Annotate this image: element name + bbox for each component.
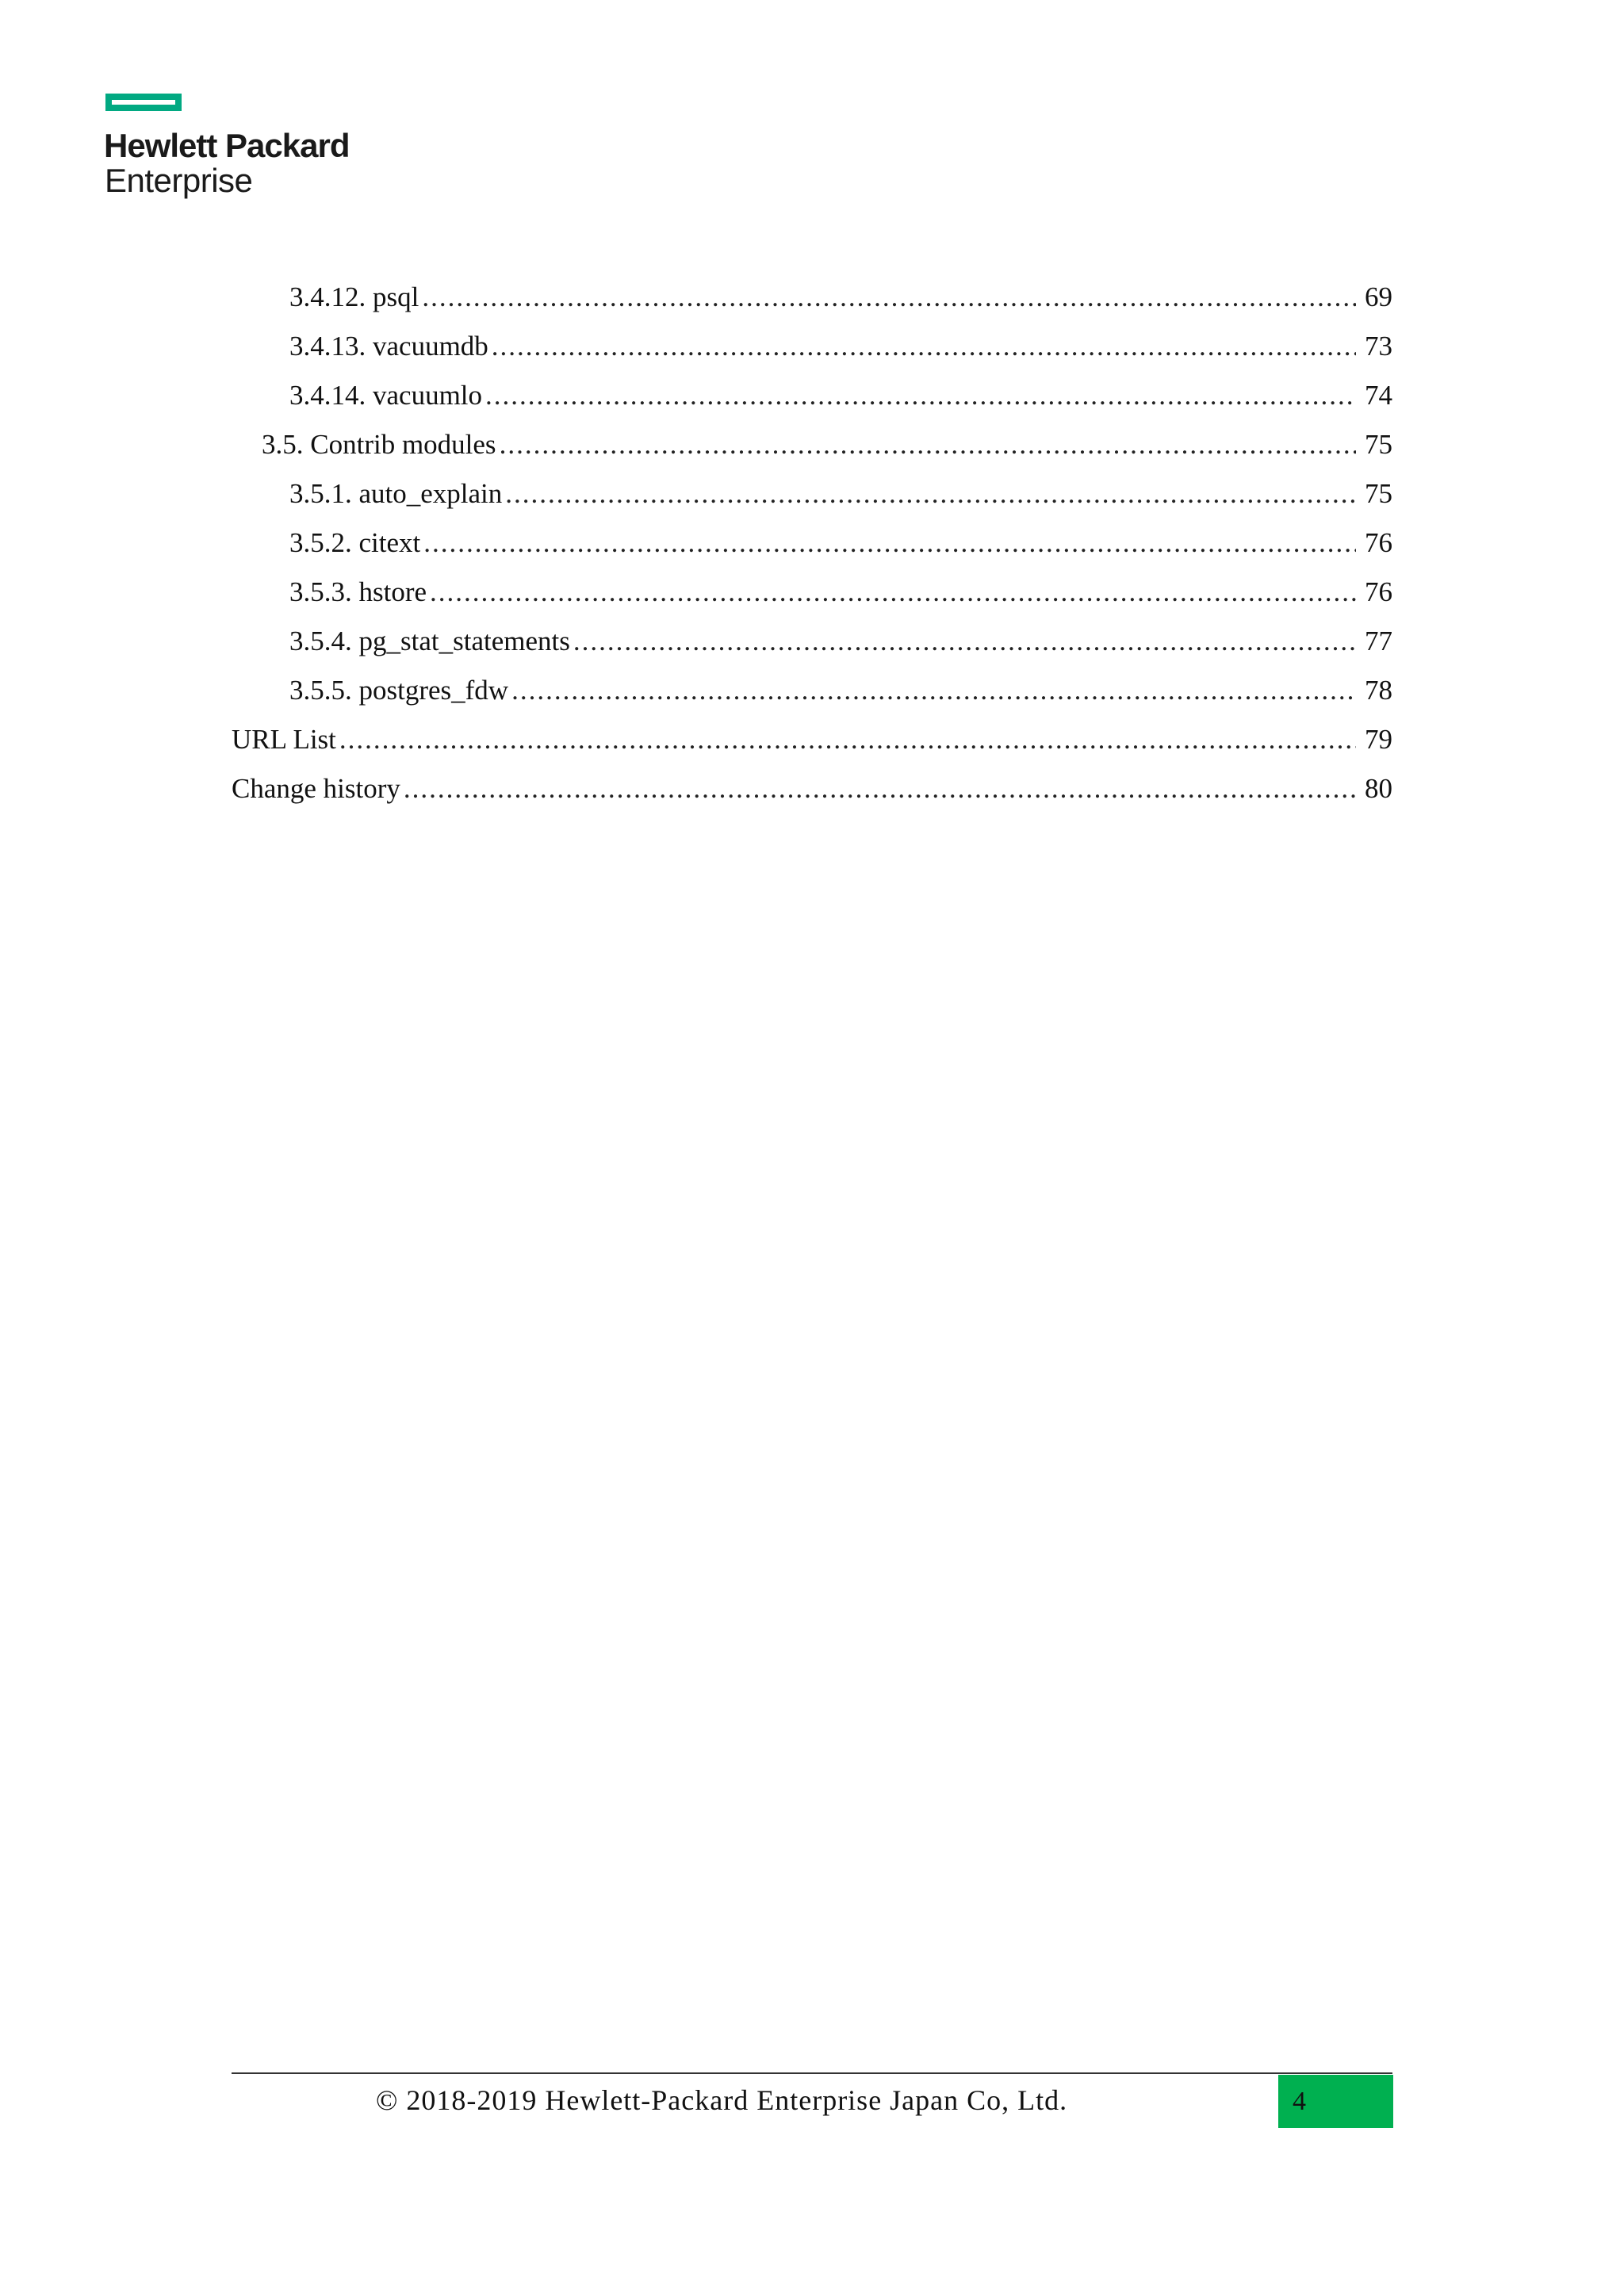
toc-leader-dots [573, 622, 1356, 661]
toc-leader-dots [430, 572, 1356, 612]
toc-leader-dots [422, 277, 1356, 317]
toc-entry-page: 75 [1365, 429, 1392, 460]
toc-entry[interactable] [232, 327, 1392, 376]
toc-entry-title: 3.5.5. postgres_fdw [289, 675, 509, 706]
toc-entry-title: 3.5.3. hstore [289, 576, 427, 607]
toc-entry-page: 74 [1365, 380, 1392, 411]
toc-entry-page: 73 [1365, 331, 1392, 362]
toc-leader-dots [492, 327, 1356, 366]
toc-entry-page: 76 [1365, 576, 1392, 607]
toc-entry-title: Change history [232, 773, 400, 804]
footer-divider [232, 2072, 1392, 2074]
footer-copyright: © 2018-2019 Hewlett-Packard Enterprise Japan Co, Ltd. [376, 2084, 1068, 2116]
table-of-contents [232, 277, 1392, 818]
toc-leader-dots [511, 671, 1356, 710]
toc-entry-page: 75 [1365, 478, 1392, 509]
toc-leader-dots [500, 425, 1356, 465]
toc-entry-page: 77 [1365, 626, 1392, 656]
toc-entry-title: 3.5.1. auto_explain [289, 478, 503, 509]
hpe-logo [105, 94, 391, 205]
toc-entry[interactable] [232, 277, 1392, 327]
toc-entry-page: 69 [1365, 281, 1392, 312]
toc-entry[interactable] [232, 671, 1392, 720]
logo-text-hewlett-packard: Hewlett Packard [104, 127, 350, 164]
toc-entry-page: 79 [1365, 724, 1392, 755]
page-number-badge: 4 [1278, 2075, 1393, 2128]
toc-leader-dots [485, 376, 1356, 415]
toc-entry-title: 3.5. Contrib modules [262, 429, 496, 460]
toc-entry-title: URL List [232, 724, 336, 755]
toc-entry-title: 3.4.14. vacuumlo [289, 380, 483, 411]
toc-entry-title: 3.4.12. psql [289, 281, 419, 312]
toc-entry-page: 80 [1365, 773, 1392, 804]
toc-entry-page: 76 [1365, 527, 1392, 558]
logo-text-enterprise: Enterprise [105, 162, 253, 199]
toc-entry-title: 3.5.4. pg_stat_statements [289, 626, 570, 656]
toc-entry-title: 3.5.2. citext [289, 527, 421, 558]
toc-entry[interactable] [232, 425, 1392, 474]
toc-leader-dots [339, 720, 1356, 760]
toc-leader-dots [423, 523, 1356, 563]
toc-entry-title: 3.4.13. vacuumdb [289, 331, 488, 362]
toc-entry[interactable] [232, 622, 1392, 671]
toc-entry[interactable] [232, 376, 1392, 425]
toc-entry[interactable] [232, 720, 1392, 769]
toc-entry[interactable] [232, 523, 1392, 572]
toc-entry[interactable] [232, 769, 1392, 818]
toc-leader-dots [505, 474, 1356, 514]
toc-entry[interactable] [232, 572, 1392, 622]
toc-entry-page: 78 [1365, 675, 1392, 706]
toc-entry[interactable] [232, 474, 1392, 523]
toc-leader-dots [404, 769, 1356, 809]
hpe-element-logo-mark [105, 94, 182, 111]
